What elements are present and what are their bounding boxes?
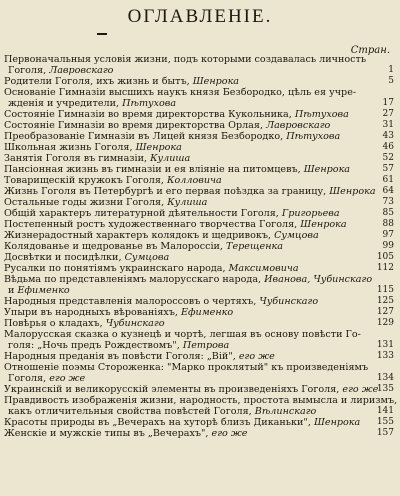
toc-entry-text	[4, 120, 330, 131]
toc-entry-title: Малорусская сказка о кузнецѣ и чортѣ, легшая въ основу повѣсти Го-	[4, 329, 361, 340]
toc-entry-page: 134	[376, 373, 394, 383]
toc-entry-title: Гоголя,	[8, 65, 47, 76]
toc-entry-text	[4, 351, 275, 362]
toc-entry-author: Лавровскаго	[49, 65, 114, 76]
toc-entry-page: 31	[382, 120, 394, 130]
toc-entry-title: Школьная жизнь Гоголя,	[4, 142, 133, 153]
toc-entry-text	[8, 406, 316, 417]
toc-entry	[4, 164, 394, 175]
toc-entry-author: Сумцова	[124, 252, 170, 263]
toc-entry-title: Народныя преданiя въ повѣсти Гоголя: „Вiй",	[4, 351, 236, 362]
toc-entry	[4, 219, 394, 230]
toc-entry	[4, 230, 394, 241]
toc-entry	[4, 131, 394, 142]
toc-entry	[4, 120, 394, 131]
toc-entry-title: Гоголя,	[8, 373, 47, 384]
toc-entry-title: Колядованье и щедрованье въ Малороссiи,	[4, 241, 223, 252]
toc-entry-title: Постепенный ростъ художественнаго творчества Гоголя,	[4, 219, 298, 230]
toc-entry-author: Кулиша	[150, 153, 191, 164]
toc-entry-text	[4, 175, 222, 186]
toc-entry-author: Вѣлинскаго	[254, 406, 317, 417]
toc-entry-author: его же	[342, 384, 379, 395]
toc-entry-author: Чубинскаго	[259, 296, 319, 307]
toc-entry-author: Шенрока	[329, 186, 376, 197]
toc-entry-title: Отношенiе поэмы Стороженка: "Марко проклятый" къ произведенiямъ	[4, 362, 369, 373]
toc-entry-title: Украинскiй и великорусскiй элементы въ произведенiяхъ Гоголя,	[4, 384, 340, 395]
toc-entry-author: его же	[238, 351, 275, 362]
toc-entry-page: 43	[382, 131, 394, 141]
toc-entry-page: 73	[382, 197, 394, 207]
toc-entry-page: 1	[388, 65, 394, 75]
toc-entry-author: Лавровскаго	[266, 120, 331, 131]
toc-entry-page: 5	[388, 76, 394, 86]
toc-entry-title: Жизнерадостный характеръ колядокъ и щедривокъ,	[4, 230, 272, 241]
toc-entry-text	[4, 274, 372, 285]
toc-entry	[4, 263, 394, 274]
toc-entry-page: 97	[382, 230, 394, 240]
toc-entry-text	[4, 142, 182, 153]
page-column-header: Стран.	[350, 45, 390, 56]
toc-entry-author: Шенрока	[135, 142, 182, 153]
toc-entry-title: Товарищескiй кружокъ Гоголя,	[4, 175, 164, 186]
toc-entry-text	[4, 219, 347, 230]
toc-entry-author: Кулиша	[167, 197, 208, 208]
toc-entry	[4, 274, 394, 285]
toc-entry-text	[4, 307, 233, 318]
toc-entry	[4, 285, 394, 296]
toc-entry-text	[8, 65, 113, 76]
toc-entry-author: Григорьева	[281, 208, 340, 219]
toc-entry-text	[4, 241, 283, 252]
toc-entry-title: Жизнь Гоголя въ Петербургѣ и его первая поѣздка за границу,	[4, 186, 327, 197]
toc-entry-author: Колловича	[167, 175, 222, 186]
toc-entry-page: 129	[376, 318, 394, 328]
toc-entry	[4, 98, 394, 109]
toc-entry	[4, 329, 394, 340]
toc-entry-title: Народныя представленiя малороссовъ о чертяхъ,	[4, 296, 257, 307]
toc-entry	[4, 384, 394, 395]
toc-entry-text	[4, 362, 368, 373]
toc-entry-text	[4, 164, 350, 175]
toc-entry	[4, 87, 394, 98]
toc-entry-author: Терещенка	[226, 241, 283, 252]
toc-entry-title: Родители Гоголя, ихъ жизнь и бытъ,	[4, 76, 190, 87]
toc-entry-title: Досвѣтки и посидѣлки,	[4, 252, 122, 263]
toc-entry-text	[4, 186, 376, 197]
toc-entry-text	[4, 318, 164, 329]
toc-entry-text	[4, 109, 349, 120]
toc-entry-page: 85	[382, 208, 394, 218]
toc-entry-text	[4, 208, 340, 219]
toc-entry-title: Состоянiе Гимназiи во время директорства Орлая,	[4, 120, 264, 131]
toc-entry-text	[4, 153, 190, 164]
toc-entry-page: 157	[376, 428, 394, 438]
toc-entry-author: Иванова, Чубинскаго	[264, 274, 373, 285]
toc-entry	[4, 208, 394, 219]
toc-entry-page: 115	[376, 285, 394, 295]
toc-entry-page: 131	[376, 340, 394, 350]
toc-entry-title: голя: „Ночь предъ Рождествомъ",	[8, 340, 180, 351]
toc-entry-title: и	[8, 285, 15, 296]
toc-entry-text	[8, 340, 229, 351]
toc-entry-text	[4, 131, 340, 142]
toc-entry-author: Максимовича	[228, 263, 299, 274]
toc-entry-page: 52	[382, 153, 394, 163]
toc-entry	[4, 318, 394, 329]
toc-entry-author: Шенрока	[300, 219, 347, 230]
toc-entry-page: 27	[382, 109, 394, 119]
toc-entry-text	[4, 54, 366, 65]
toc-entry	[4, 142, 394, 153]
toc-entry-author: Чубинскаго	[105, 318, 165, 329]
toc-entry-author: Петрова	[182, 340, 230, 351]
toc-entry	[4, 362, 394, 373]
toc-entry-page: 105	[376, 252, 394, 262]
toc-entry-page: 64	[382, 186, 394, 196]
toc-entry	[4, 340, 394, 351]
toc-entry-title: Красоты природы въ „Вечерахъ на хуторѣ близъ Диканьки",	[4, 417, 311, 428]
toc-entry	[4, 109, 394, 120]
toc-entry	[4, 307, 394, 318]
toc-entry-text	[4, 252, 169, 263]
toc-entry-text	[4, 230, 319, 241]
toc-entry-title: Первоначальныя условiя жизни, подъ которыми создавалась личность	[4, 54, 367, 65]
toc-entry-page: 57	[382, 164, 394, 174]
toc-entry-text	[4, 197, 207, 208]
toc-entry-text	[4, 384, 378, 395]
toc-entry-author: его же	[49, 373, 86, 384]
toc-entry-page: 17	[382, 98, 394, 108]
toc-entry-author: Пѣтухова	[122, 98, 177, 109]
toc-entry-text	[4, 395, 397, 406]
toc-entry	[4, 54, 394, 65]
toc-entry-text	[4, 417, 360, 428]
toc-entry-title: Женскiе и мужскiе типы въ „Вечерахъ",	[4, 428, 209, 439]
toc-entry	[4, 153, 394, 164]
toc-entry-text	[8, 98, 176, 109]
toc-entry-author: Шенрока	[192, 76, 240, 87]
toc-entry-page: 141	[376, 406, 394, 416]
title-rule	[97, 33, 107, 35]
toc-entry-page: 88	[382, 219, 394, 229]
toc-entry	[4, 241, 394, 252]
toc-entry	[4, 373, 394, 384]
toc-entry-author: Пѣтухова	[286, 131, 341, 142]
toc-entry	[4, 296, 394, 307]
toc-entry	[4, 395, 398, 406]
toc-entry-page: 135	[376, 384, 394, 394]
toc-entry	[4, 252, 394, 263]
toc-entry-page: 61	[382, 175, 394, 185]
toc-entry-title: Занятiя Гоголя въ гимназiи,	[4, 153, 148, 164]
toc-entry-text	[4, 263, 299, 274]
toc-entry-title: Упыри въ народныхъ вѣрованiяхъ,	[4, 307, 178, 318]
toc-entry-text	[4, 428, 247, 439]
toc-entry-title: Общiй характеръ литературной дѣятельности Гоголя,	[4, 208, 279, 219]
toc-entry-author: Шенрока	[313, 417, 361, 428]
toc-entry	[4, 175, 394, 186]
toc-entry-title: жденiя и учредители,	[8, 98, 120, 109]
toc-entry	[4, 406, 394, 417]
toc-entry-title: Основанiе Гимназiи высшихъ наукъ князя Безбородко, цѣль ея учре-	[4, 87, 357, 98]
toc-entry	[4, 417, 394, 428]
toc-entry-title: Правдивость изображенiя жизни, народность, простота вымысла и лиризмъ,	[4, 395, 398, 406]
toc-entry-page: 112	[376, 263, 394, 273]
toc-entry-page: 127	[376, 307, 394, 317]
toc-entry-text	[4, 76, 239, 87]
toc-entry-title: Остальные годы жизни Гоголя,	[4, 197, 165, 208]
toc-entry-page: 46	[382, 142, 394, 152]
toc-entry	[4, 76, 394, 87]
toc-entry-title: Пансiонная жизнь въ гимназiи и ея влiянiе на питомцевъ,	[4, 164, 301, 175]
toc-entry-page: 125	[376, 296, 394, 306]
toc-entry	[4, 186, 394, 197]
toc-entry	[4, 351, 394, 362]
toc-entry-page: 133	[376, 351, 394, 361]
toc-entry-page: 99	[382, 241, 394, 251]
toc-entry-text	[4, 87, 356, 98]
toc-entry-author: Сумцова	[274, 230, 319, 241]
toc-entry-page: 155	[376, 417, 394, 427]
toc-entry-text	[4, 329, 361, 340]
toc-entry-author: его же	[211, 428, 248, 439]
toc-entry	[4, 65, 394, 76]
toc-entry-text	[4, 296, 318, 307]
toc-entry	[4, 428, 394, 439]
toc-entry-title: Повѣрья о кладахъ,	[4, 318, 103, 329]
toc-entry	[4, 197, 394, 208]
toc-entry-author: Шенрока	[303, 164, 351, 175]
toc-entry-author: Ефименко	[181, 307, 234, 318]
toc-entry-title: какъ отличительныя свойства повѣстей Гоголя,	[8, 406, 252, 417]
toc-entry-title: Вѣдьма по представленiямъ малорусскаго народа,	[4, 274, 262, 285]
toc-entry-title: Состоянiе Гимназiи во время директорства Кукольника,	[4, 109, 292, 120]
toc-entry-text	[8, 373, 85, 384]
toc-entry-title: Русалки по понятiямъ украинскаго народа,	[4, 263, 226, 274]
page-title: ОГЛАВЛЕНIЕ.	[127, 6, 273, 27]
toc-list	[4, 54, 398, 439]
toc-entry-text	[8, 285, 70, 296]
toc-entry-title: Преобразованiе Гимназiи въ Лицей князя Безбородко,	[4, 131, 284, 142]
toc-entry-author: Пѣтухова	[294, 109, 349, 120]
toc-entry-author: Ефименко	[17, 285, 70, 296]
